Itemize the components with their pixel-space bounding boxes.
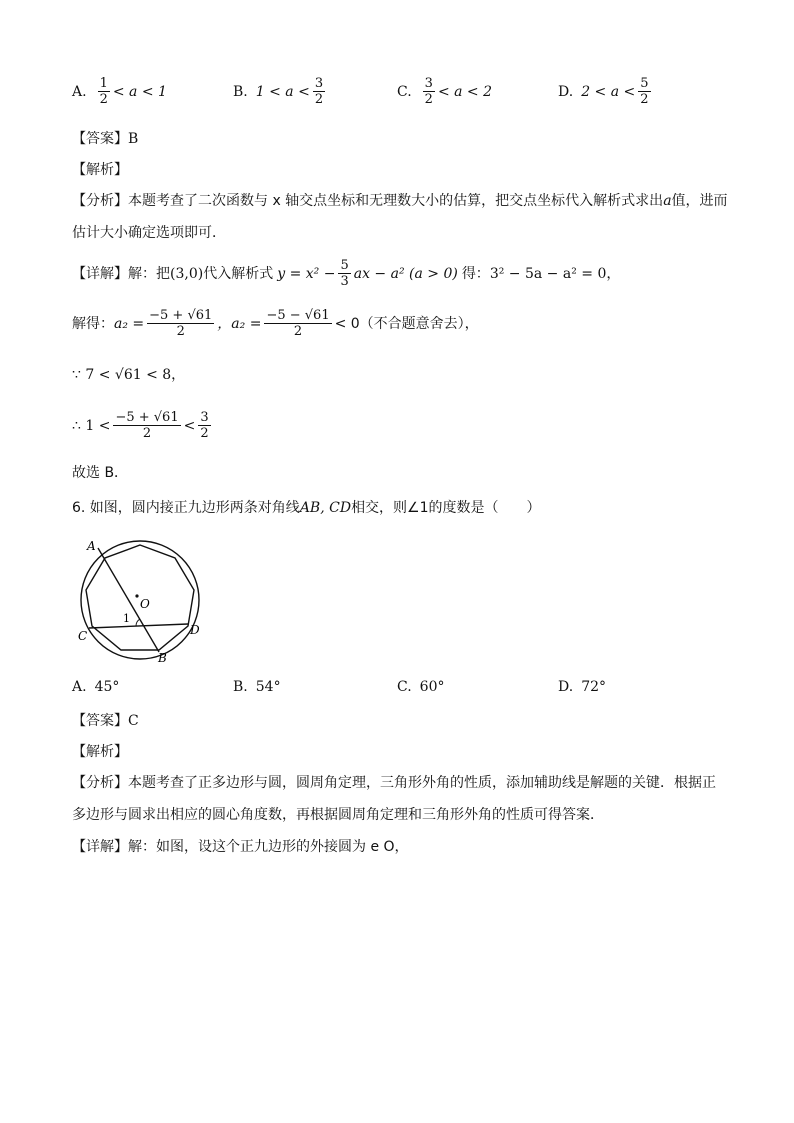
diagonal-cd [89,624,188,628]
option-inequality: < a < 1 [112,83,167,100]
fraction-denominator: 2 [314,92,324,107]
fraction-denominator: 2 [99,92,108,107]
q6-analysis-tag: 【解析】 [72,744,128,760]
fraction-denominator: 2 [640,92,649,107]
q6-option-b [233,679,281,695]
fraction [638,76,650,107]
stem-text: 6. 如图，圆内接正九边形两条对角线 [72,500,300,516]
fraction [423,76,435,107]
label-a: A [87,539,96,553]
option-label: C. [397,679,412,695]
option-value: 72° [581,679,607,695]
angle-arc [136,619,140,626]
fenxi-text: 本题考查了二次函数与 x 轴交点坐标和无理数大小的估算，把交点坐标代入解析式求出 [128,193,664,209]
diagonal-ab [98,548,159,652]
fraction [113,410,180,441]
q6-fenxi-line-1 [72,772,716,794]
formula-y: y = x² − [277,265,336,282]
fraction-numerator: 3 [424,76,433,91]
q6-option-c [397,679,445,695]
q5-xiangjie-line [72,258,620,289]
option-value: 60° [419,679,445,695]
xiangjie-pre: 解：把 [128,265,170,282]
fraction-numerator: −5 + √61 [149,308,213,323]
q5-option-b [233,76,328,107]
fraction [198,410,210,441]
fenxi-text: 本题考查了正多边形与圆，圆周角定理，三角形外角的性质，添加辅助线是解题的关键．根据正 [128,775,716,791]
q6-option-d [558,679,606,695]
fraction-denominator: 2 [200,426,209,441]
option-label: B. [233,679,248,695]
fraction-denominator: 2 [293,324,303,339]
therefore-pre: ∴ 1 < [72,417,111,434]
fraction-numerator: 1 [99,76,108,91]
fenxi-tag: 【分析】 [72,775,128,791]
q5-answer [72,128,138,150]
q5-option-a [72,76,167,107]
xiangjie-tag: 【详解】 [72,265,128,282]
root-label: a₂ = [114,315,145,332]
option-label: A. [72,679,87,695]
xiangjie-tag: 【详解】 [72,839,128,855]
label-angle-1: 1 [123,612,130,625]
option-value: 54° [255,679,281,695]
option-label: A. [72,83,87,100]
equation: 3² − 5a − a² = 0， [489,265,621,282]
q5-fenxi-line-2: 估计大小确定选项即可． [72,225,226,241]
center-point [135,594,138,597]
q6-answer [72,710,139,732]
fraction [147,308,214,339]
option-inequality: 2 < a < [581,83,636,100]
q5-because-line: ∵ 7 < √61 < 8， [72,367,186,383]
option-inequality: < a < 2 [437,83,493,100]
formula-tail: ax − a² (a > 0) [353,265,458,282]
point-coordinate: (3,0) [170,265,204,282]
option-value: 45° [94,679,120,695]
fraction-numerator: 3 [200,410,209,425]
q5-option-c [397,76,492,107]
fraction-denominator: 2 [424,92,433,107]
q6-xiangjie-line [72,836,409,858]
xiangjie-text: 解：如图，设这个正九边形的外接圆为 e O， [128,839,409,855]
label-o: O [140,597,150,611]
q5-analysis-tag: 【解析】 [72,162,128,178]
therefore-mid: < [183,417,196,434]
label-b: B [158,651,167,664]
fraction-numerator: −5 − √61 [266,308,330,323]
fenxi-tag: 【分析】 [72,193,128,209]
answer-tag: 【答案】 [72,713,128,729]
answer-value: B [128,131,139,147]
stem-tail: 相交，则∠1的度数是（ ） [351,500,541,516]
fraction-denominator: 2 [142,426,152,441]
fraction-numerator: 5 [340,258,349,273]
label-c: C [78,629,88,643]
fenxi-var: a [663,193,672,209]
fraction [313,76,325,107]
q5-option-d [558,76,654,107]
xiangjie-mid: 代入解析式 [203,265,274,282]
nonagon-figure [70,534,210,664]
fraction [338,258,350,289]
option-inequality: 1 < a < [255,83,310,100]
fraction-denominator: 2 [176,324,185,339]
fraction-denominator: 3 [340,274,349,289]
label-d: D [190,623,200,637]
q5-therefore-line [72,410,214,441]
answer-value: C [128,713,139,729]
q5-solve-line [72,308,479,339]
fraction-numerator: −5 + √61 [115,410,179,425]
option-label: C. [397,83,412,100]
q6-fenxi-line-2: 多边形与圆求出相应的圆心角度数，再根据圆周角定理和三角形外角的性质可得答案． [72,807,604,823]
stem-vars: AB, CD [299,500,352,516]
q5-fenxi-line-1 [72,190,728,212]
option-label: D. [558,83,574,100]
q6-stem [72,497,541,519]
root-tail: < 0（不合题意舍去）， [334,315,479,332]
option-label: D. [558,679,574,695]
fraction-numerator: 3 [314,76,324,91]
xiangjie-de: 得： [461,265,490,282]
option-label: B. [233,83,248,100]
fraction [98,76,110,107]
solve-pre: 解得： [72,315,114,332]
answer-tag: 【答案】 [72,131,128,147]
fraction [264,308,331,339]
q6-option-a [72,679,119,695]
q5-choose: 故选 B． [72,465,129,481]
fenxi-text-tail: 值，进而 [671,193,728,209]
fraction-numerator: 5 [640,76,649,91]
root-label: ，a₂ = [217,315,262,332]
